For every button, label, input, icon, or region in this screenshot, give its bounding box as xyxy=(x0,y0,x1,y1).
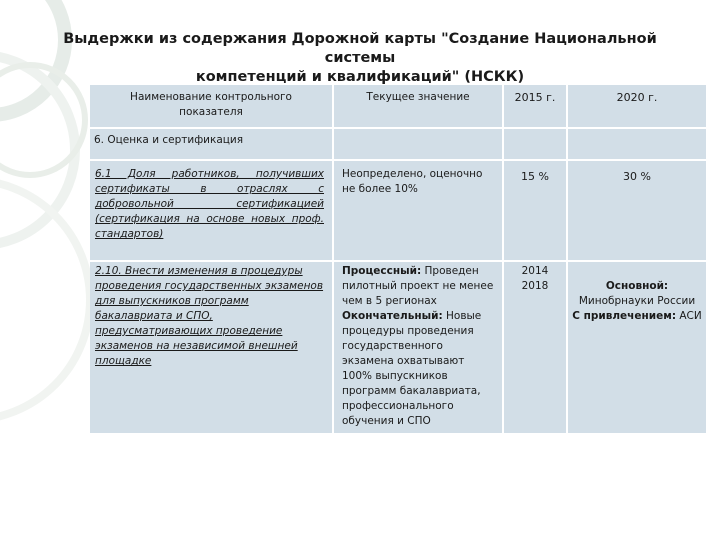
header-current: Текущее значение xyxy=(334,85,502,127)
row2-resp-label: Основной: xyxy=(605,280,669,292)
section-empty-current xyxy=(334,129,502,159)
row2-years xyxy=(504,262,566,433)
header-2015: 2015 г. xyxy=(504,85,566,127)
row1-current: Неопределено, оценочно не более 10% xyxy=(334,161,502,260)
row2-process-label: Процессный: xyxy=(342,265,422,277)
page-title xyxy=(40,30,680,87)
title-line-2: компетенций и квалификаций" (НСКК) xyxy=(195,69,525,85)
row2-final-label: Окончательный: xyxy=(342,310,443,322)
row1-2015: 15 % xyxy=(504,161,566,260)
row2-final-text: Новые процедуры проведения государственного экзамена охватывают 100% выпускников программ бакалавриата, профессионального обучения и СПО xyxy=(342,310,482,427)
row1-indicator: 6.1 Доля работников, получивших сертификаты в отраслях с добровольной сертификацией (сертификация на основе новых проф. стандартов) xyxy=(90,161,332,260)
row2-resp-with-label: С привлечением: xyxy=(572,310,677,322)
row2-responsible xyxy=(568,262,706,433)
roadmap-table xyxy=(90,85,706,433)
section-empty-2015 xyxy=(504,129,566,159)
section-empty-2020 xyxy=(568,129,706,159)
header-indicator: Наименование контрольного показателя xyxy=(90,85,332,127)
row2-indicator: 2.10. Внести изменения в процедуры проведения государственных экзаменов для выпускников программ бакалавриата и СПО, предусматривающих проведение экзаменов на независимой внешней площадке xyxy=(90,262,332,433)
section-title: 6. Оценка и сертификация xyxy=(90,129,332,159)
row2-current xyxy=(334,262,502,433)
row2-process-text: Проведен пилотный проект не менее чем в 5 регионах xyxy=(342,265,494,307)
title-line-1: Выдержки из содержания Дорожной карты "Создание Национальной системы xyxy=(63,31,657,66)
row2-year-2: 2018 xyxy=(521,280,549,292)
row2-resp-org: Минобрнауки России xyxy=(578,295,696,307)
row2-resp-with-org: АСИ xyxy=(676,310,702,322)
row1-2020: 30 % xyxy=(568,161,706,260)
row2-year-1: 2014 xyxy=(521,265,549,277)
header-2020: 2020 г. xyxy=(568,85,706,127)
